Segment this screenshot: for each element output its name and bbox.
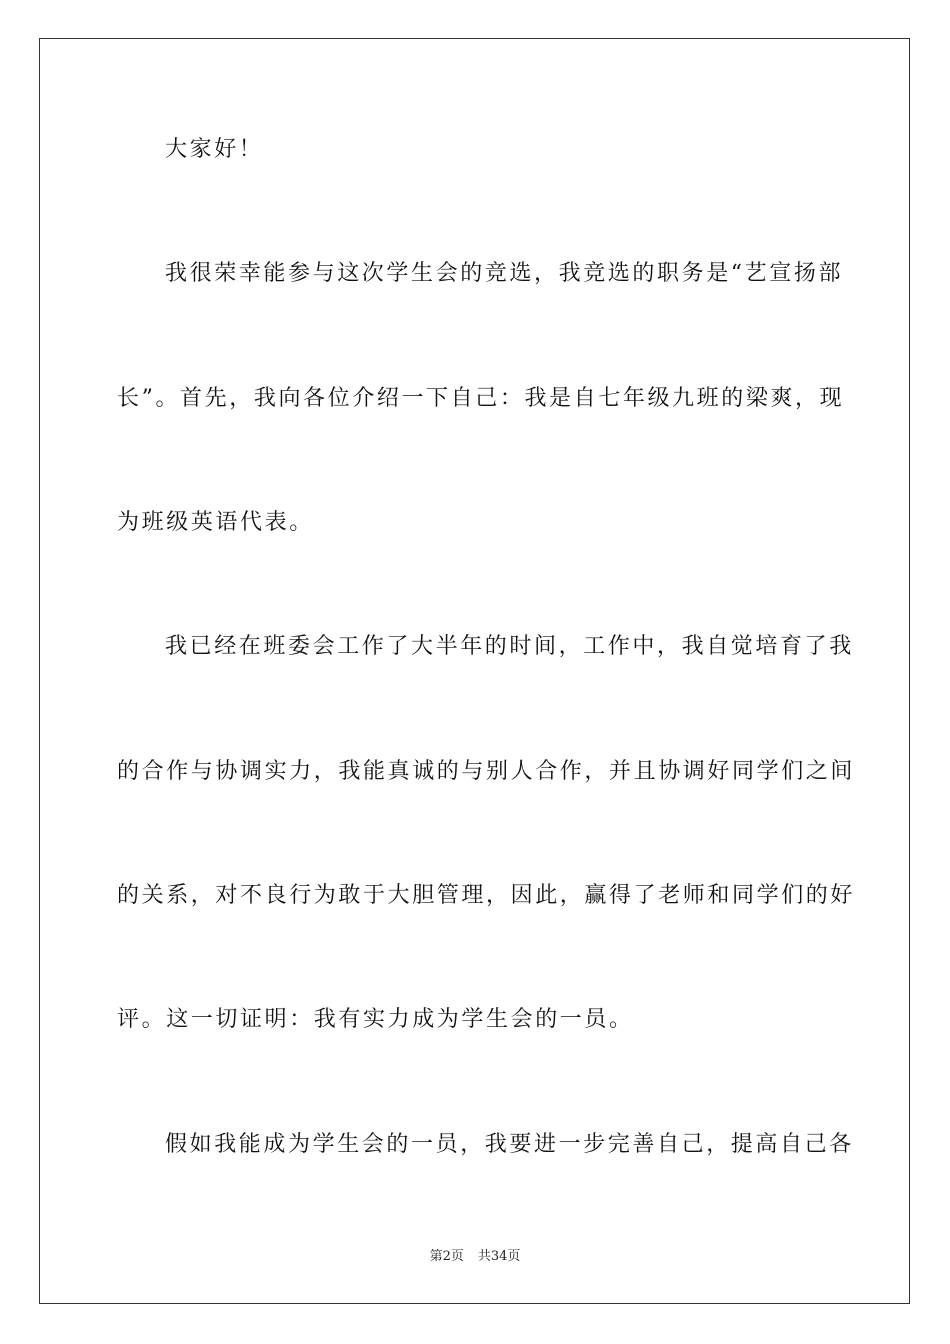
- paragraph-line-1: 大家好！: [165, 137, 264, 162]
- paragraph-line-5: 我已经在班委会工作了大半年的时间，工作中，我自觉培育了我: [165, 634, 854, 659]
- page-number-total: 共34页: [477, 1249, 521, 1264]
- paragraph-line-2: 我很荣幸能参与这次学生会的竞选，我竞选的职务是“艺宣扬部: [165, 261, 844, 286]
- paragraph-line-3: 长”。首先，我向各位介绍一下自己：我是自七年级九班的梁爽，现: [117, 386, 845, 411]
- page-number-current: 第2页: [429, 1249, 464, 1264]
- paragraph-line-4: 为班级英语代表。: [117, 510, 314, 535]
- paragraph-line-6: 的合作与协调实力，我能真诚的与别人合作，并且协调好同学们之间: [117, 759, 856, 784]
- page-footer: [0, 1248, 950, 1266]
- paragraph-line-8: 评。这一切证明：我有实力成为学生会的一员。: [117, 1007, 634, 1032]
- paragraph-line-9: 假如我能成为学生会的一员，我要进一步完善自己，提高自己各: [165, 1132, 854, 1157]
- page-border: [39, 38, 910, 1304]
- paragraph-line-7: 的关系，对不良行为敢于大胆管理，因此，赢得了老师和同学们的好: [117, 883, 856, 908]
